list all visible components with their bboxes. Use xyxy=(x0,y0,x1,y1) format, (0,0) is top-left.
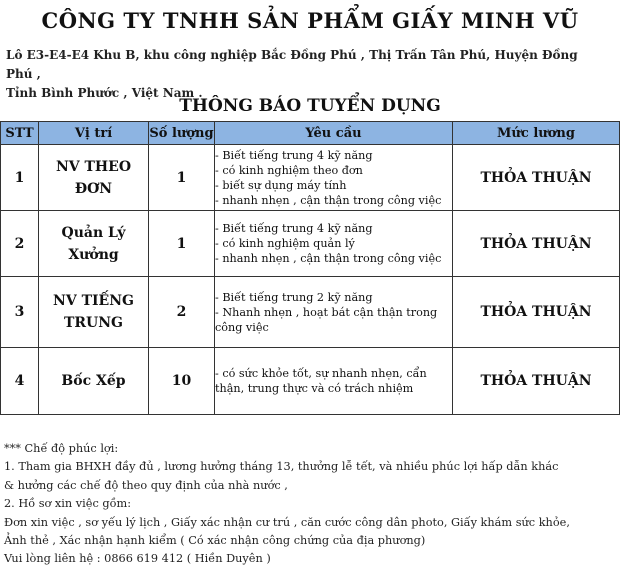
row-stt: 4 xyxy=(1,348,39,415)
row-stt: 3 xyxy=(1,277,39,348)
table-row xyxy=(1,277,620,348)
position-line: Bốc Xếp xyxy=(61,373,126,389)
jobs-table xyxy=(0,121,620,415)
position-line: NV THEO xyxy=(55,158,132,175)
requirement-item: - Biết tiếng trung 2 kỹ năng xyxy=(215,290,373,304)
row-quantity: 2 xyxy=(149,277,215,348)
requirement-item: - Biết tiếng trung 4 kỹ năng xyxy=(215,148,373,162)
table-row xyxy=(1,145,620,211)
header-quantity: Số lượng xyxy=(149,122,215,145)
requirement-item: - có kinh nghiệm theo đơn xyxy=(215,163,363,177)
header-requirements: Yêu cầu xyxy=(215,122,453,145)
row-stt: 2 xyxy=(1,211,39,277)
position-line: TRUNG xyxy=(63,315,123,331)
row-salary: THỎA THUẬN xyxy=(453,145,620,211)
footer-info xyxy=(4,440,616,569)
requirement-item: - nhanh nhẹn , cận thận trong công việc xyxy=(215,252,442,265)
row-requirements xyxy=(215,277,453,348)
row-quantity: 1 xyxy=(149,211,215,277)
row-position xyxy=(39,145,149,211)
documents-title: 2. Hồ sơ xin việc gồm: xyxy=(4,497,132,511)
header-stt: STT xyxy=(1,122,39,145)
row-stt: 1 xyxy=(1,145,39,211)
requirement-item: - biết sự dụng máy tính xyxy=(215,178,347,192)
address-line-1: Lô E3-E4-E4 Khu B, khu công nghiệp Bắc Đồng Phú , Thị Trấn Tân Phú, Huyện Đồng Phú , xyxy=(6,48,578,81)
benefits-title: *** Chế độ phúc lợi: xyxy=(4,442,119,455)
row-salary: THỎA THUẬN xyxy=(453,277,620,348)
table-row xyxy=(1,348,620,415)
benefit-item: 1. Tham gia BHXH đầy đủ , lương hưởng tháng 13, thưởng lễ tết, và nhiều phúc lợi hấp dẫn khác xyxy=(4,460,559,474)
contact-info: Vui lòng liên hệ : 0866 619 412 ( Hiền Duyên ) xyxy=(4,552,271,566)
requirement-item: - có sức khỏe tốt, sự nhanh nhẹn, cẩn thận, trung thực và có trách nhiệm xyxy=(215,367,427,395)
row-requirements xyxy=(215,145,453,211)
position-line: Xưởng xyxy=(68,246,119,263)
position-line: ĐƠN xyxy=(74,180,113,197)
documents-item: Đơn xin việc , sơ yếu lý lịch , Giấy xác nhận cư trú , căn cước công dân photo, Giấy khám sức khỏe, xyxy=(4,515,570,529)
position-line: NV TIẾNG xyxy=(53,293,134,309)
requirement-item: - Biết tiếng trung 4 kỹ năng xyxy=(215,222,373,235)
table-row xyxy=(1,211,620,277)
requirement-item: - có kinh nghiệm quản lý xyxy=(215,237,355,250)
header-salary: Mức lương xyxy=(453,122,620,145)
row-requirements xyxy=(215,211,453,277)
requirement-item: - nhanh nhẹn , cận thận trong công việc xyxy=(215,193,442,207)
row-requirements xyxy=(215,348,453,415)
row-position xyxy=(39,211,149,277)
row-salary: THỎA THUẬN xyxy=(453,211,620,277)
row-position xyxy=(39,348,149,415)
notice-title: THÔNG BÁO TUYỂN DỤNG xyxy=(179,96,441,116)
header-position: Vị trí xyxy=(39,122,149,145)
position-line: Quản Lý xyxy=(61,224,126,241)
row-quantity: 10 xyxy=(149,348,215,415)
row-salary: THỎA THUẬN xyxy=(453,348,620,415)
requirement-item: - Nhanh nhẹn , hoạt bát cận thận trong công việc xyxy=(215,305,438,334)
address-line-2: Tỉnh Bình Phước , Việt Nam . xyxy=(6,86,203,100)
table-header-row xyxy=(1,122,620,145)
documents-item: Ảnh thẻ , Xác nhận hạnh kiểm ( Có xác nhận công chứng của địa phương) xyxy=(4,534,426,548)
company-name: CÔNG TY TNHH SẢN PHẨM GIẤY MINH VŨ xyxy=(41,8,579,33)
row-position xyxy=(39,277,149,348)
benefit-item: & hưởng các chế độ theo quy định của nhà nước , xyxy=(4,478,288,492)
row-quantity: 1 xyxy=(149,145,215,211)
company-address xyxy=(6,46,606,103)
